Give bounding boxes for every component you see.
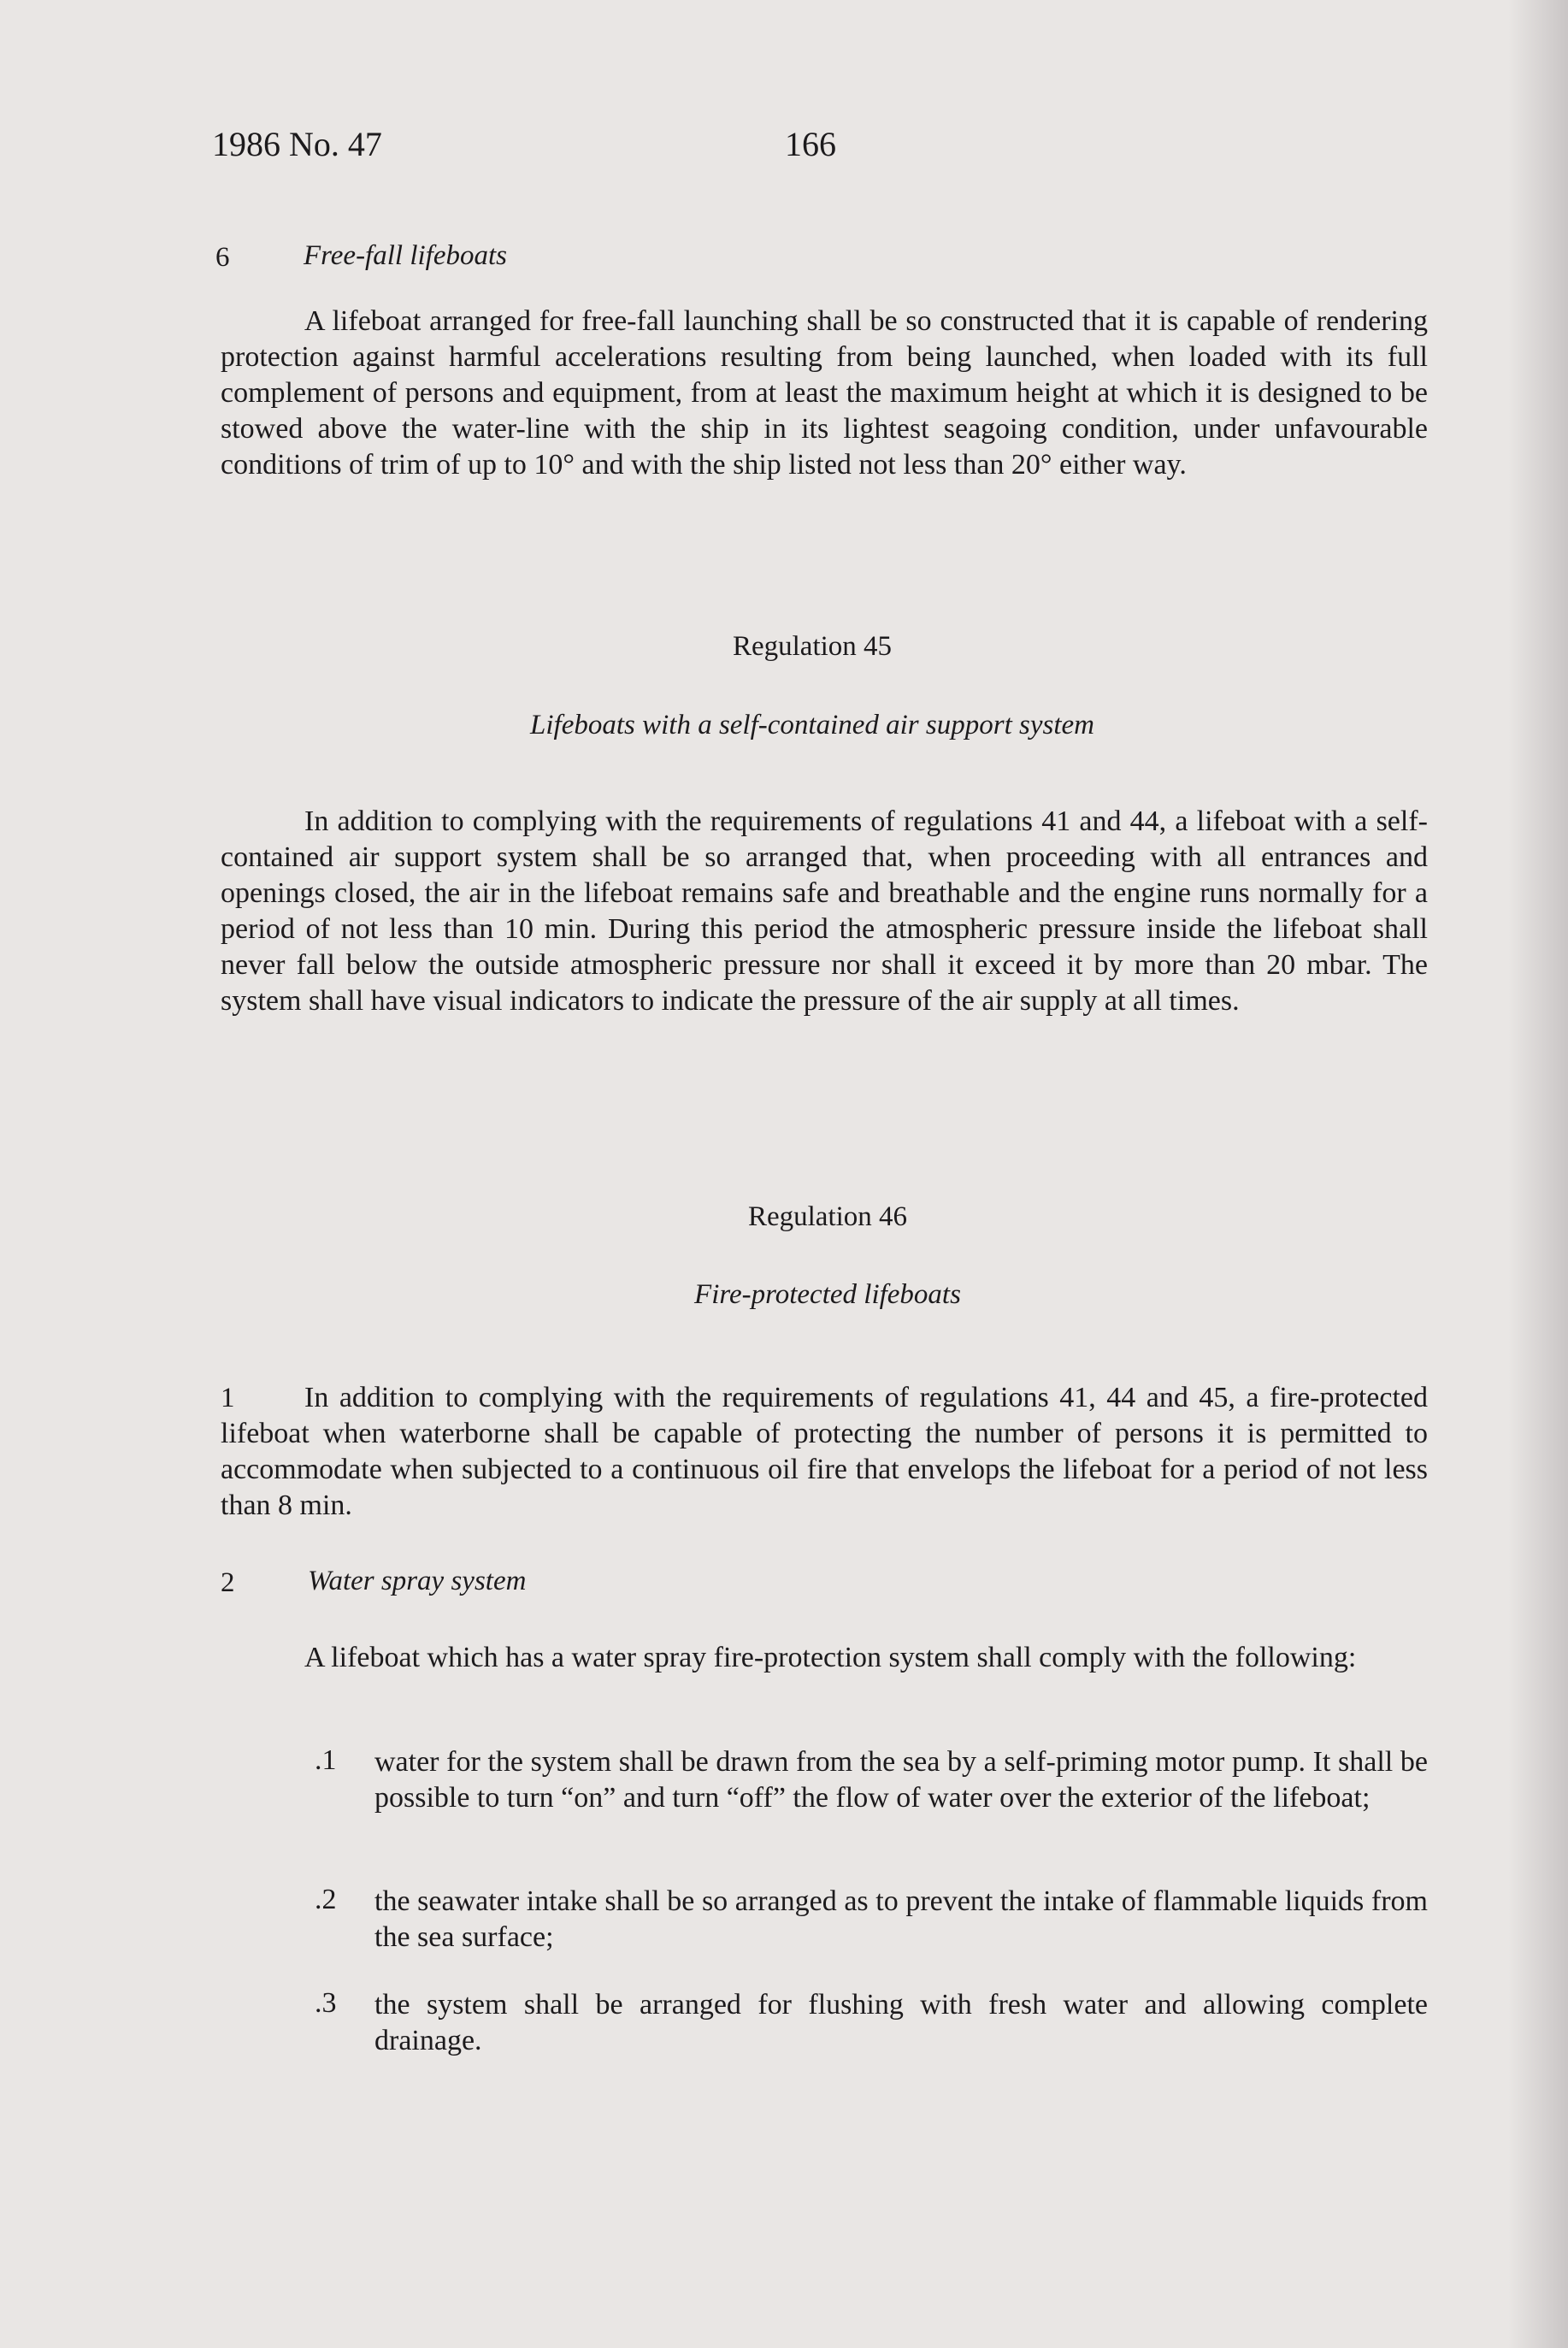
- list-item-3-text: the system shall be arranged for flushing with fresh water and allowing complete drainage.: [374, 1989, 1428, 2056]
- page-edge-shadow: [1508, 0, 1568, 2348]
- list-item-2-text: the seawater intake shall be so arranged as to prevent the intake of flammable liquids from the sea surface;: [374, 1885, 1428, 1953]
- regulation-46-para-2-title: Water spray system: [308, 1566, 527, 1596]
- page-number: 166: [785, 125, 836, 163]
- regulation-46-para-2-intro: A lifeboat which has a water spray fire-protection system shall comply with the following:: [304, 1642, 1357, 1673]
- regulation-46-para-1-body: In addition to complying with the requirements of regulations 41, 44 and 45, a fire-protected lifeboat when waterborne shall be capable of protecting the number of persons it is permitted to accommodate when subjected to a continuous oil fire that envelops the lifeboat for a period of not less than 8 min.: [221, 1382, 1428, 1521]
- regulation-45-body: In addition to complying with the requirements of regulations 41 and 44, a lifeboat with a self-contained air support system shall be so arranged that, when proceeding with all entrances and openings closed, the air in the lifeboat remains safe and breathable and the engine runs normally for a period of not less than 10 min. During this period the atmospheric pressure inside the lifeboat shall never fall below the outside atmospheric pressure nor shall it exceed it by more than 20 mbar. The system shall have visual indicators to indicate the pressure of the air supply at all times.: [221, 805, 1428, 1017]
- list-item-1-text: water for the system shall be drawn from the sea by a self-priming motor pump. It shall be possible to turn “on” and turn “off” the flow of water over the exterior of the lifeboat;: [374, 1746, 1428, 1814]
- list-item-1-number: .1: [315, 1744, 337, 1776]
- regulation-46-para-2-number: 2: [221, 1567, 235, 1598]
- regulation-46-heading: Regulation 46: [747, 1201, 908, 1232]
- section-6-body: A lifeboat arranged for free-fall launching shall be so constructed that it is capable of rendering protection against harmful accelerations resulting from being launched, when loaded with its full complement of persons and equipment, from at least the maximum height at which it is designed to be stowed above the water-line with the ship in its lightest seagoing condition, under unfavourable conditions of trim of up to 10° and with the ship listed not less than 20° either way.: [221, 305, 1428, 481]
- regulation-46-para-1-number: 1: [221, 1383, 235, 1413]
- section-6-title: Free-fall lifeboats: [304, 240, 507, 271]
- regulation-46-subtitle: Fire-protected lifeboats: [694, 1279, 961, 1310]
- section-6-number: 6: [215, 242, 230, 273]
- act-reference: 1986 No. 47: [212, 125, 382, 163]
- list-item-3-number: .3: [315, 1987, 337, 2019]
- regulation-45-subtitle: Lifeboats with a self-contained air support system: [530, 710, 1094, 740]
- regulation-45-heading: Regulation 45: [732, 631, 893, 662]
- list-item-2-number: .2: [315, 1884, 337, 1915]
